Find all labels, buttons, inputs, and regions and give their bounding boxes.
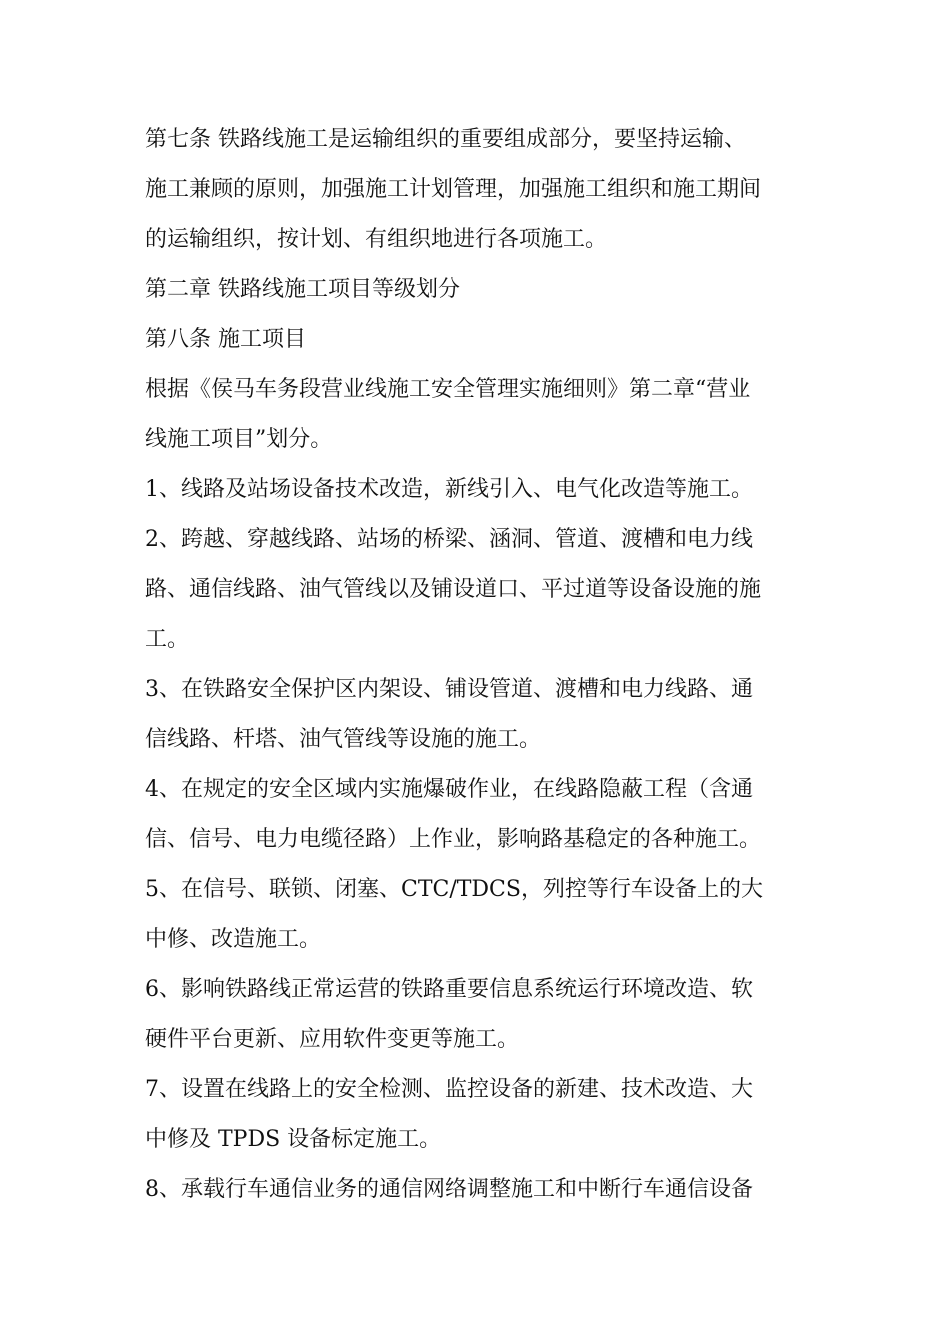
- item-7-line-2: 中修及 TPDS 设备标定施工。: [145, 1127, 442, 1152]
- item-2-line-1: 2、跨越、穿越线路、站场的桥梁、涵洞、管道、渡槽和电力线: [145, 527, 753, 552]
- article-7-line-1: 第七条 铁路线施工是运输组织的重要组成部分，要坚持运输、: [145, 127, 746, 152]
- item-5-line-2: 中修、改造施工。: [145, 927, 322, 952]
- item-7-line-1: 7、设置在线路上的安全检测、监控设备的新建、技术改造、大: [145, 1077, 753, 1102]
- item-2-line-2: 路、通信线路、油气管线以及铺设道口、平过道等设备设施的施: [145, 577, 762, 602]
- item-4-line-2: 信、信号、电力电缆径路）上作业，影响路基稳定的各种施工。: [145, 827, 762, 852]
- reference-line-1: 根据《侯马车务段营业线施工安全管理实施细则》第二章“营业: [145, 377, 751, 402]
- item-4-line-1: 4、在规定的安全区域内实施爆破作业，在线路隐蔽工程（含通: [145, 777, 753, 802]
- chapter-2-heading: 第二章 铁路线施工项目等级划分: [145, 277, 460, 302]
- article-7-line-3: 的运输组织，按计划、有组织地进行各项施工。: [145, 227, 608, 252]
- item-5-line-1: 5、在信号、联锁、闭塞、CTC/TDCS，列控等行车设备上的大: [145, 877, 763, 902]
- reference-line-2: 线施工项目”划分。: [145, 427, 333, 452]
- item-6-line-1: 6、影响铁路线正常运营的铁路重要信息系统运行环境改造、软: [145, 977, 753, 1002]
- item-3-line-1: 3、在铁路安全保护区内架设、铺设管道、渡槽和电力线路、通: [145, 677, 753, 702]
- article-8-heading: 第八条 施工项目: [145, 327, 306, 352]
- item-6-line-2: 硬件平台更新、应用软件变更等施工。: [145, 1027, 520, 1052]
- item-3-line-2: 信线路、杆塔、油气管线等设施的施工。: [145, 727, 542, 752]
- item-1-line-1: 1、线路及站场设备技术改造，新线引入、电气化改造等施工。: [145, 477, 753, 502]
- document-body: [145, 115, 810, 1215]
- article-7-line-2: 施工兼顾的原则，加强施工计划管理，加强施工组织和施工期间: [145, 177, 762, 202]
- item-2-line-3: 工。: [145, 627, 190, 652]
- item-8-line-1: 8、承载行车通信业务的通信网络调整施工和中断行车通信设备: [145, 1177, 753, 1202]
